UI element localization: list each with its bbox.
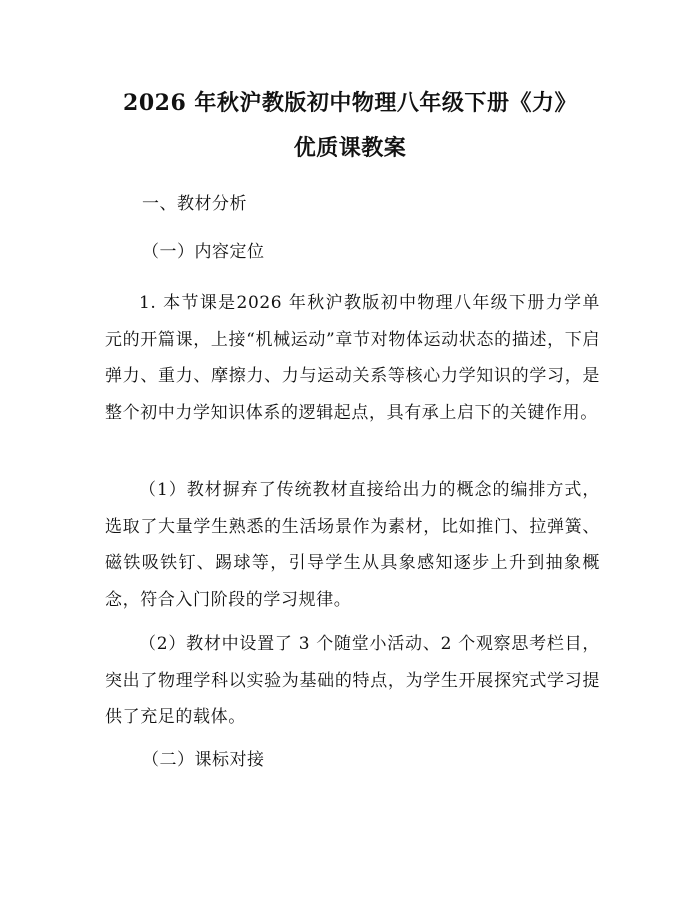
document-title-line2: 优质课教案 [293,135,407,161]
subsection-heading-content-positioning: （一）内容定位 [142,242,265,262]
paragraph-activities: （2）教材中设置了 3 个随堂小活动、2 个观察思考栏目，突出了物理学科以实验为基础的特点，为学生开展探究式学习提供了充足的载体。 [105,634,600,727]
section-heading-textbook-analysis: 一、教材分析 [142,194,247,214]
paragraph-content-positioning: 1. 本节课是2026 年秋沪教版初中物理八年级下册力学单元的开篇课，上接“机械运动”章节对物体运动状态的描述，下启弹力、重力、摩擦力、力与运动关系等核心力学知识的学习，是整个初中力学知识体系的逻辑起点，具有承上启下的关键作用。 [105,293,600,423]
document-title-line1: 2026 年秋沪教版初中物理八年级下册《力》 [123,90,577,116]
subsection-heading-curriculum-alignment: （二）课标对接 [142,750,265,770]
paragraph-textbook-design: （1）教材摒弃了传统教材直接给出力的概念的编排方式，选取了大量学生熟悉的生活场景作为素材，比如推门、拉弹簧、磁铁吸铁钉、踢球等，引导学生从具象感知逐步上升到抽象概念，符合入门阶段的学习规律。 [105,480,600,610]
